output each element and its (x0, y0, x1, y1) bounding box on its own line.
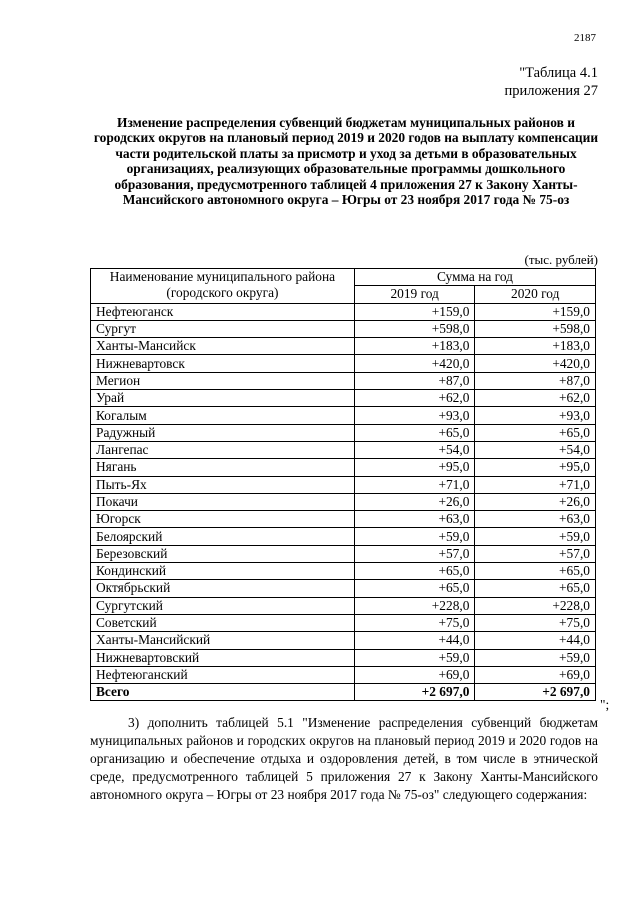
value-2019: +57,0 (354, 545, 475, 562)
district-name: Кондинский (91, 563, 355, 580)
value-2019: +75,0 (354, 614, 475, 631)
value-2019: +44,0 (354, 632, 475, 649)
value-2020: +420,0 (475, 355, 596, 372)
value-2020: +71,0 (475, 476, 596, 493)
value-2019: +54,0 (354, 441, 475, 458)
table-reference-line2: приложения 27 (504, 83, 598, 99)
district-name: Радужный (91, 424, 355, 441)
table-row (91, 459, 596, 476)
subsidy-table (90, 268, 596, 701)
table-reference-line1: "Таблица 4.1 (519, 65, 598, 81)
document-title: Изменение распределения субвенций бюджетам муниципальных районов и городских округов на плановый период 2019 и 2020 годов на выплату компенсации части родительской платы за присмотр и уход за детьми в образовательных организациях, реализующих образовательные программы дошкольного образования, предусмотренного таблицей 4 приложения 27 к Закону Ханты-Мансийского автономного округа – Югры от 23 ноября 2017 года № 75-оз (93, 115, 599, 208)
value-2020: +65,0 (475, 563, 596, 580)
table-row (91, 511, 596, 528)
value-2019: +228,0 (354, 597, 475, 614)
value-2019: +93,0 (354, 407, 475, 424)
table-closing-quote: "; (600, 697, 610, 712)
district-name: Нефтеюганск (91, 303, 355, 320)
table-row (91, 493, 596, 510)
table-row (91, 424, 596, 441)
value-2019: +59,0 (354, 649, 475, 666)
value-2020: +44,0 (475, 632, 596, 649)
district-name: Белоярский (91, 528, 355, 545)
table-row (91, 545, 596, 562)
value-2020: +26,0 (475, 493, 596, 510)
value-2020: +183,0 (475, 338, 596, 355)
value-2020: +54,0 (475, 441, 596, 458)
table-row (91, 372, 596, 389)
table-total-row (91, 684, 596, 701)
table-row (91, 597, 596, 614)
table-row (91, 580, 596, 597)
value-2020: +93,0 (475, 407, 596, 424)
table-row (91, 649, 596, 666)
district-name: Когалым (91, 407, 355, 424)
value-2019: +26,0 (354, 493, 475, 510)
value-2019: +65,0 (354, 563, 475, 580)
value-2020: +59,0 (475, 649, 596, 666)
header-year-2019: 2019 год (354, 286, 475, 303)
district-name: Нижневартовск (91, 355, 355, 372)
district-name: Ханты-Мансийский (91, 632, 355, 649)
value-2019: +65,0 (354, 580, 475, 597)
table-row (91, 355, 596, 372)
value-2020: +598,0 (475, 320, 596, 337)
value-2019: +159,0 (354, 303, 475, 320)
value-2019: +87,0 (354, 372, 475, 389)
district-name: Нягань (91, 459, 355, 476)
value-2019: +62,0 (354, 390, 475, 407)
value-2019: +63,0 (354, 511, 475, 528)
table-row (91, 666, 596, 683)
value-2020: +69,0 (475, 666, 596, 683)
table-body (91, 303, 596, 701)
table-row (91, 528, 596, 545)
value-2019: +183,0 (354, 338, 475, 355)
value-2020: +59,0 (475, 528, 596, 545)
value-2020: +228,0 (475, 597, 596, 614)
district-name: Лангепас (91, 441, 355, 458)
table-row (91, 476, 596, 493)
total-label: Всего (91, 684, 355, 701)
value-2019: +69,0 (354, 666, 475, 683)
header-district-name: Наименование муниципального района (городского округа) (91, 269, 355, 304)
amendment-paragraph: 3) дополнить таблицей 5.1 "Изменение распределения субвенций бюджетам муниципальных районов и городских округов на плановый период 2019 и 2020 годов на организацию и обеспечение отдыха и оздоровления детей, в том числе в этнической среде, предусмотренного таблицей 5 приложения 27 к Закону Ханты-Мансийского автономного округа – Югры от 23 ноября 2017 года № 75-оз" следующего содержания: (90, 715, 598, 802)
district-name: Нижневартовский (91, 649, 355, 666)
header-year-2020: 2020 год (475, 286, 596, 303)
table-row (91, 338, 596, 355)
value-2019: +65,0 (354, 424, 475, 441)
table-row (91, 632, 596, 649)
page-number: 2187 (574, 32, 596, 44)
district-name: Югорск (91, 511, 355, 528)
value-2019: +420,0 (354, 355, 475, 372)
value-2020: +87,0 (475, 372, 596, 389)
district-name: Советский (91, 614, 355, 631)
district-name: Нефтеюганский (91, 666, 355, 683)
district-name: Ханты-Мансийск (91, 338, 355, 355)
value-2020: +63,0 (475, 511, 596, 528)
header-annual-sum: Сумма на год (354, 269, 595, 286)
value-2019: +59,0 (354, 528, 475, 545)
total-2019: +2 697,0 (354, 684, 475, 701)
district-name: Березовский (91, 545, 355, 562)
value-2020: +65,0 (475, 580, 596, 597)
district-name: Урай (91, 390, 355, 407)
table-reference (505, 64, 598, 100)
table-row (91, 407, 596, 424)
value-2019: +598,0 (354, 320, 475, 337)
value-2020: +95,0 (475, 459, 596, 476)
value-2019: +71,0 (354, 476, 475, 493)
district-name: Пыть-Ях (91, 476, 355, 493)
units-label: (тыс. рублей) (524, 252, 598, 267)
table-row (91, 614, 596, 631)
total-2020: +2 697,0 (475, 684, 596, 701)
value-2020: +75,0 (475, 614, 596, 631)
value-2019: +95,0 (354, 459, 475, 476)
district-name: Сургут (91, 320, 355, 337)
district-name: Октябрьский (91, 580, 355, 597)
table-row (91, 563, 596, 580)
value-2020: +62,0 (475, 390, 596, 407)
district-name: Сургутский (91, 597, 355, 614)
district-name: Мегион (91, 372, 355, 389)
value-2020: +57,0 (475, 545, 596, 562)
district-name: Покачи (91, 493, 355, 510)
table-row (91, 390, 596, 407)
value-2020: +159,0 (475, 303, 596, 320)
value-2020: +65,0 (475, 424, 596, 441)
table-row (91, 441, 596, 458)
table-row (91, 320, 596, 337)
table-row (91, 303, 596, 320)
